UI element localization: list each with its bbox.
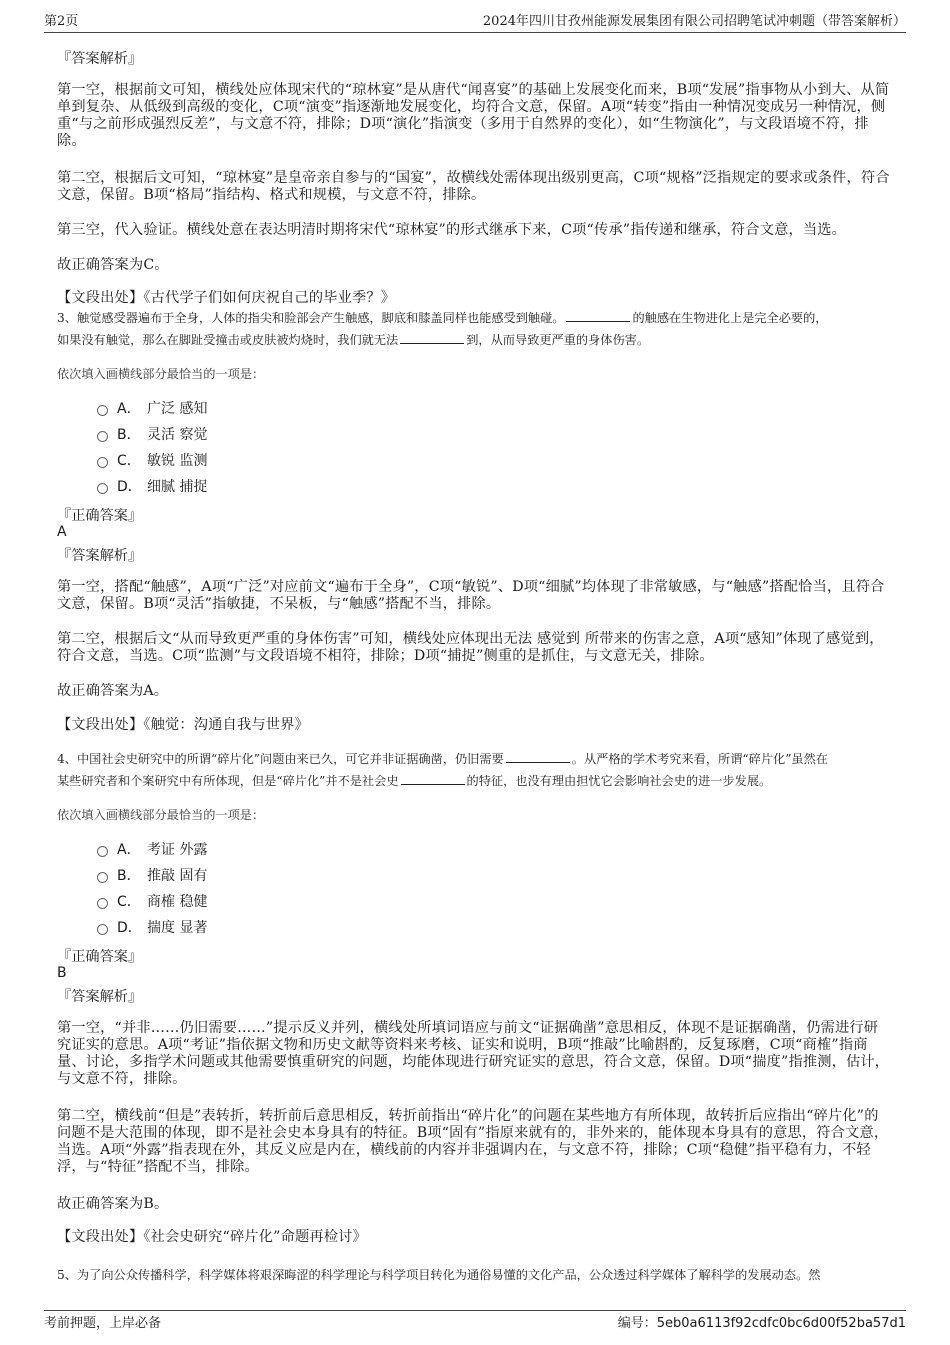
correct-answer-4: B [57, 965, 67, 981]
source-3: 【文段出处】《触觉：沟通自我与世界》 [57, 717, 309, 733]
q4-option-b[interactable]: B． 推敲 固有 [97, 865, 207, 885]
question-4-line-2: 某些研究者和个案研究中有所体现，但是“碎片化”并不是社会史 的特征，也没有理由担忧它会影响社会史的进一步发展。 [57, 774, 772, 788]
analysis-label-3: 『答案解析』 [57, 548, 143, 564]
conclusion-3: 故正确答案为A。 [57, 683, 169, 699]
blank-line [566, 309, 630, 322]
radio-button-icon[interactable] [97, 872, 108, 883]
q4-option-d[interactable]: D． 揣度 显著 [97, 917, 207, 937]
question-3-prompt: 依次填入画横线部分最恰当的一项是： [57, 367, 265, 381]
correct-label-3: 『正确答案』 [57, 508, 143, 524]
analysis-1-paragraph-1: 第一空，根据前文可知，横线处应体现宋代的“琼林宴”是从唐代“闻喜宴”的基础上发展变化而来，B项“发展”指事物从小到大、从简单到复杂、从低级到高级的变化，C项“演变”指逐渐地发展变化，均符合文意，保留。A项“转变”指由一种情况变成另一种情况，侧重“与之前形成强烈反差”，与文意不符，排除；D项“演化”指演变（多用于自然界的变化），如“生物演化”，与文段语境不符，排除。 [57, 82, 890, 149]
analysis-3-paragraph-2: 第二空，根据后文“从而导致更严重的身体伤害”可知，横线处应体现出无法 感觉到 所带来的伤害之意，A项“感知”体现了感觉到，符合文意，当选。C项“监测”与文段语境不相符，排除；D项“捕捉”侧重的是抓住，与文意无关，排除。 [57, 631, 884, 664]
question-3 [57, 307, 892, 351]
question-3-line-2: 如果没有触觉，那么在脚趾受撞击或皮肤被灼烧时，我们就无法 到，从而导致更严重的身体伤害。 [57, 333, 650, 347]
document-title: 2024年四川甘孜州能源发展集团有限公司招聘笔试冲刺题（带答案解析） [482, 14, 906, 29]
radio-button-icon[interactable] [97, 457, 108, 468]
question-3-line-1: 3、触觉感受器遍布于全身，人体的指尖和脸部会产生触感，脚底和膝盖同样也能感受到触碰。 的触感在生物进化上是完全必要的， [57, 311, 828, 325]
analysis-label-1: 『答案解析』 [57, 51, 143, 67]
blank-line [506, 750, 570, 763]
q4-option-c[interactable]: C． 商榷 稳健 [97, 891, 207, 911]
page-header [44, 12, 906, 33]
page-footer [44, 1310, 906, 1333]
source-1: 【文段出处】《古代学子们如何庆祝自己的毕业季？》 [57, 290, 396, 306]
conclusion-1: 故正确答案为C。 [57, 257, 169, 273]
q4-option-a[interactable]: A． 考证 外露 [97, 839, 207, 859]
blank-line [401, 772, 465, 785]
question-5-line-1: 5、为了向公众传播科学，科学媒体将艰深晦涩的科学理论与科学项目转化为通俗易懂的文化产品，公众透过科学媒体了解科学的发展动态。然 [57, 1268, 821, 1282]
correct-label-4: 『正确答案』 [57, 949, 143, 965]
radio-button-icon[interactable] [97, 483, 108, 494]
blank-line [400, 331, 464, 344]
q3-option-a[interactable]: A． 广泛 感知 [97, 398, 207, 418]
document-id: 编号：5eb0a6113f92cdfc0bc6d00f52ba57d1 [617, 1316, 906, 1331]
conclusion-4: 故正确答案为B。 [57, 1196, 169, 1212]
radio-button-icon[interactable] [97, 898, 108, 909]
analysis-1-paragraph-2: 第二空，根据后文可知，“琼林宴”是皇帝亲自参与的“国宴”，故横线处需体现出级别更高，C项“规格”泛指规定的要求或条件，符合文意，保留。B项“格局”指结构、格式和规模，与文意不符，排除。 [57, 170, 890, 203]
source-4: 【文段出处】《社会史研究“碎片化”命题再检讨》 [57, 1229, 367, 1245]
q3-option-d[interactable]: D． 细腻 捕捉 [97, 476, 207, 496]
footer-slogan: 考前押题，上岸必备 [44, 1316, 162, 1331]
radio-button-icon[interactable] [97, 431, 108, 442]
radio-button-icon[interactable] [97, 405, 108, 416]
question-4 [57, 748, 892, 792]
analysis-4-paragraph-1: 第一空，“并非……仍旧需要……”提示反义并列，横线处所填词语应与前文“证据确凿”意思相反，体现不是证据确凿，仍需进行研究证实的意思。A项“考证”指依据文物和历史文献等资料来考核、证实和说明，B项“推敲”比喻斟酌，反复琢磨，C项“商榷”指商量、讨论，多指学术问题或其他需要慎重研究的问题，均能体现进行研究证实的意思，符合文意，保留。D项“揣度”指推测，估计，与文意不符，排除。 [57, 1020, 890, 1087]
question-4-prompt: 依次填入画横线部分最恰当的一项是： [57, 808, 265, 822]
analysis-1-paragraph-3: 第三空，代入验证。横线处意在表达明清时期将宋代“琼林宴”的形式继承下来，C项“传承”指传递和继承，符合文意，当选。 [57, 222, 847, 238]
analysis-3-paragraph-1: 第一空，搭配“触感”，A项“广泛”对应前文“遍布于全身”，C项“敏锐”、D项“细腻”均体现了非常敏感，与“触感”搭配恰当，且符合文意，保留。B项“灵活”指敏捷，不呆板，与“触感”搭配不当，排除。 [57, 579, 885, 612]
question-4-line-1: 4、中国社会史研究中的所谓“碎片化”问题由来已久，可它并非证据确凿，仍旧需要 。从严格的学术考究来看，所谓“碎片化”虽然在 [57, 752, 828, 766]
q3-option-c[interactable]: C． 敏锐 监测 [97, 450, 207, 470]
radio-button-icon[interactable] [97, 846, 108, 857]
analysis-label-4: 『答案解析』 [57, 989, 143, 1005]
radio-button-icon[interactable] [97, 924, 108, 935]
q3-option-b[interactable]: B． 灵活 察觉 [97, 424, 207, 444]
page-number: 第2页 [44, 14, 79, 29]
analysis-4-paragraph-2: 第二空，横线前“但是”表转折，转折前后意思相反，转折前指出“碎片化”的问题在某些地方有所体现，故转折后应指出“碎片化”的问题不是大范围的体现，即不是社会史本身具有的特征。B项“固有”指原来就有的，非外来的，能体现本身具有的意思，符合文意，当选。A项“外露”指表现在外，其反义应是内在，横线前的内容并非强调内在，与文意不符，排除；C项“稳健”指平稳有力，不轻浮，与“特征”搭配不当，排除。 [57, 1108, 889, 1175]
correct-answer-3: A [57, 524, 67, 540]
